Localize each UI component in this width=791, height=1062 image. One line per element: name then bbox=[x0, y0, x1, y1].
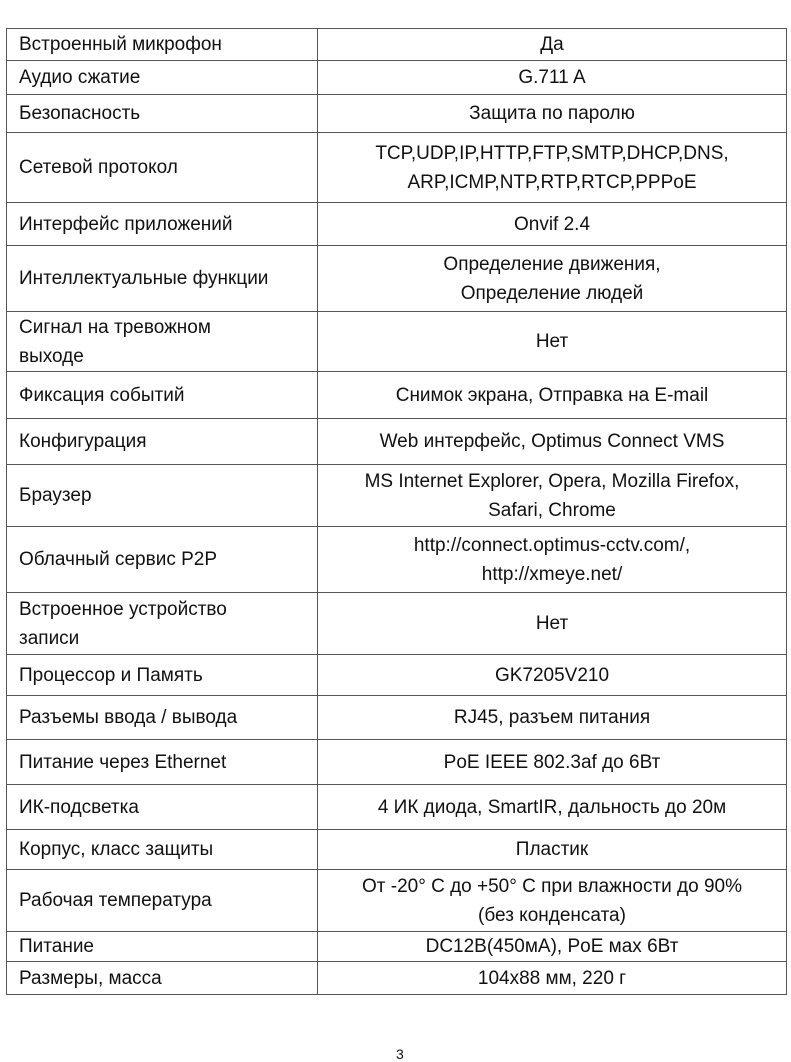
table-row bbox=[7, 95, 787, 133]
spec-label: Интерфейс приложений bbox=[7, 203, 318, 246]
spec-label: Корпус, класс защиты bbox=[7, 830, 318, 870]
spec-label: Питание bbox=[7, 932, 318, 962]
table-row bbox=[7, 593, 787, 655]
spec-label: Размеры, масса bbox=[7, 962, 318, 995]
spec-label: Браузер bbox=[7, 465, 318, 527]
table-row bbox=[7, 785, 787, 830]
spec-label: Питание через Ethernet bbox=[7, 740, 318, 785]
spec-label: Безопасность bbox=[7, 95, 318, 133]
table-row bbox=[7, 465, 787, 527]
spec-value: Пластик bbox=[318, 830, 787, 870]
table-row bbox=[7, 61, 787, 95]
table-row bbox=[7, 527, 787, 593]
spec-value: http://connect.optimus-cctv.com/, http://xmeye.net/ bbox=[318, 527, 787, 593]
spec-value: MS Internet Explorer, Opera, Mozilla Firefox, Safari, Chrome bbox=[318, 465, 787, 527]
spec-value: PoE IEEE 802.3af до 6Вт bbox=[318, 740, 787, 785]
table-row bbox=[7, 246, 787, 312]
spec-value: RJ45, разъем питания bbox=[318, 696, 787, 740]
table-row bbox=[7, 133, 787, 203]
table-row bbox=[7, 962, 787, 995]
table-row bbox=[7, 372, 787, 419]
spec-value: 104x88 мм, 220 г bbox=[318, 962, 787, 995]
spec-label: Встроенное устройство записи bbox=[7, 593, 318, 655]
spec-value: Снимок экрана, Отправка на E-mail bbox=[318, 372, 787, 419]
spec-label: Конфигурация bbox=[7, 419, 318, 465]
spec-label: Аудио сжатие bbox=[7, 61, 318, 95]
table-row bbox=[7, 203, 787, 246]
spec-value: TCP,UDP,IP,HTTP,FTP,SMTP,DHCP,DNS, ARP,ICMP,NTP,RTP,RTCP,PPPoE bbox=[318, 133, 787, 203]
table-row bbox=[7, 696, 787, 740]
table-row bbox=[7, 312, 787, 372]
specifications-body bbox=[7, 29, 787, 995]
spec-value: Да bbox=[318, 29, 787, 61]
spec-label: ИК-подсветка bbox=[7, 785, 318, 830]
table-row bbox=[7, 830, 787, 870]
spec-value: G.711 A bbox=[318, 61, 787, 95]
spec-value: Web интерфейс, Optimus Connect VMS bbox=[318, 419, 787, 465]
spec-label: Сетевой протокол bbox=[7, 133, 318, 203]
spec-value: DC12В(450мА), PoE мах 6Вт bbox=[318, 932, 787, 962]
spec-label: Сигнал на тревожном выходе bbox=[7, 312, 318, 372]
table-row bbox=[7, 29, 787, 61]
table-row bbox=[7, 740, 787, 785]
table-row bbox=[7, 932, 787, 962]
spec-value: От -20° С до +50° С при влажности до 90% (без конденсата) bbox=[318, 870, 787, 932]
page-number: 3 bbox=[396, 1046, 404, 1062]
spec-label: Разъемы ввода / вывода bbox=[7, 696, 318, 740]
spec-label: Процессор и Память bbox=[7, 655, 318, 696]
specifications-table bbox=[6, 28, 787, 995]
spec-label: Рабочая температура bbox=[7, 870, 318, 932]
spec-value: Определение движения, Определение людей bbox=[318, 246, 787, 312]
spec-value: Защита по паролю bbox=[318, 95, 787, 133]
table-row bbox=[7, 870, 787, 932]
spec-label: Облачный сервис P2P bbox=[7, 527, 318, 593]
spec-value: GK7205V210 bbox=[318, 655, 787, 696]
spec-value: Onvif 2.4 bbox=[318, 203, 787, 246]
table-row bbox=[7, 419, 787, 465]
spec-value: Нет bbox=[318, 312, 787, 372]
table-row bbox=[7, 655, 787, 696]
spec-label: Интеллектуальные функции bbox=[7, 246, 318, 312]
spec-label: Фиксация событий bbox=[7, 372, 318, 419]
spec-value: 4 ИК диода, SmartIR, дальность до 20м bbox=[318, 785, 787, 830]
spec-value: Нет bbox=[318, 593, 787, 655]
spec-label: Встроенный микрофон bbox=[7, 29, 318, 61]
